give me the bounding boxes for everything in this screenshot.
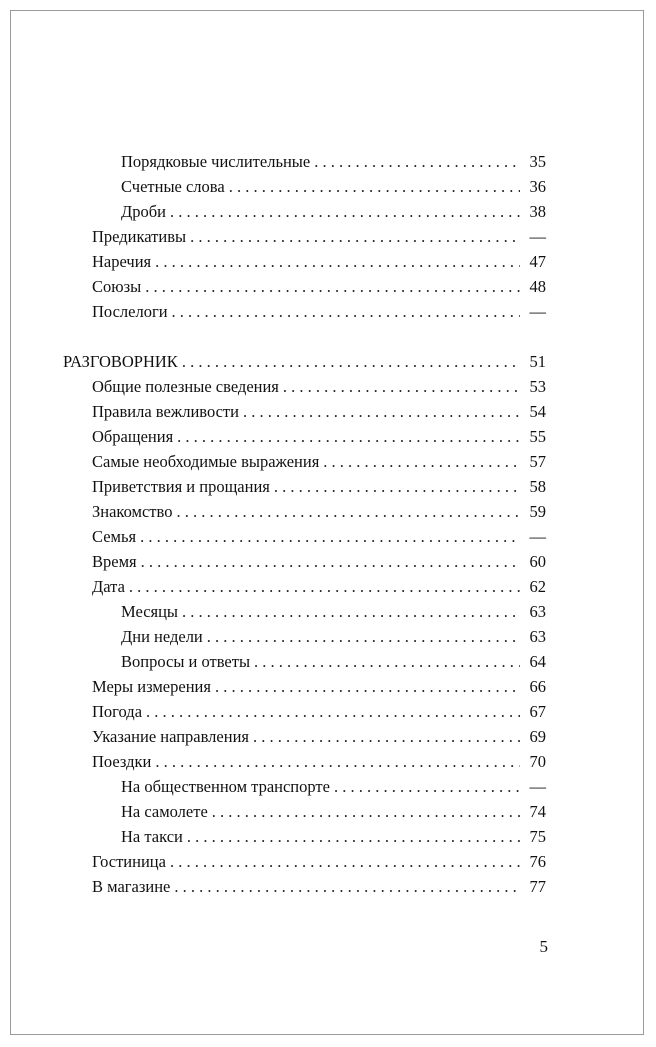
- toc-entry-page: —: [529, 302, 546, 321]
- toc-entry-page: 64: [529, 652, 546, 671]
- dot-leader: [155, 250, 520, 274]
- toc-entry-title: Вопросы и ответы: [121, 652, 251, 671]
- dot-leader: [170, 200, 520, 224]
- dot-leader: [243, 400, 520, 424]
- dot-leader: [182, 600, 520, 624]
- toc-entry: [121, 825, 546, 849]
- toc-entry: [121, 625, 546, 649]
- dot-leader: [187, 825, 520, 849]
- toc-entry-title: Приветствия и прощания: [92, 477, 270, 496]
- toc-entry: [121, 775, 546, 799]
- toc-entry-page: 74: [529, 802, 546, 821]
- toc-entry: [92, 500, 546, 524]
- toc-entry: [92, 400, 546, 424]
- toc-entry-page: 63: [529, 602, 546, 621]
- toc-entry-page: 51: [529, 352, 546, 371]
- dot-leader: [215, 675, 520, 699]
- toc-entry: [92, 525, 546, 549]
- toc-entry-title: Время: [92, 552, 137, 571]
- table-of-contents: [11, 11, 643, 1034]
- toc-entry: [92, 300, 546, 324]
- dot-leader: [176, 500, 520, 524]
- toc-entry-page: 67: [529, 702, 546, 721]
- toc-entry-title: На самолете: [121, 802, 208, 821]
- dot-leader: [229, 175, 520, 199]
- toc-entry-page: 77: [529, 877, 546, 896]
- dot-leader: [323, 450, 520, 474]
- toc-entry: [92, 450, 546, 474]
- toc-entry-title: Порядковые числительные: [121, 152, 311, 171]
- dot-leader: [182, 350, 520, 374]
- toc-entry-page: 54: [529, 402, 546, 421]
- toc-entry-page: 69: [529, 727, 546, 746]
- toc-entry-title: Послелоги: [92, 302, 168, 321]
- toc-entry-title: Обращения: [92, 427, 174, 446]
- toc-entry-title: В магазине: [92, 877, 171, 896]
- dot-leader: [177, 425, 520, 449]
- dot-leader: [174, 875, 520, 899]
- toc-entry-title: Дроби: [121, 202, 166, 221]
- dot-leader: [190, 225, 520, 249]
- toc-entry-title: Самые необходимые выражения: [92, 452, 320, 471]
- toc-section-heading: [63, 350, 546, 374]
- toc-entry: [121, 175, 546, 199]
- toc-entry-page: 76: [529, 852, 546, 871]
- toc-entry-page: 53: [529, 377, 546, 396]
- toc-entry-page: 60: [529, 552, 546, 571]
- toc-entry-title: Меры измерения: [92, 677, 211, 696]
- page-number: 5: [539, 937, 548, 956]
- toc-entry-title: Общие полезные сведения: [92, 377, 279, 396]
- dot-leader: [212, 800, 520, 824]
- toc-entry-title: Дата: [92, 577, 125, 596]
- toc-entry: [121, 800, 546, 824]
- toc-entry: [92, 575, 546, 599]
- dot-leader: [155, 750, 520, 774]
- toc-entry-page: —: [529, 227, 546, 246]
- toc-entry-title: Правила вежливости: [92, 402, 239, 421]
- toc-entry: [92, 750, 546, 774]
- dot-leader: [283, 375, 520, 399]
- dot-leader: [140, 525, 520, 549]
- toc-entry-page: 38: [529, 202, 546, 221]
- book-page: [10, 10, 644, 1035]
- toc-entry-title: Семья: [92, 527, 137, 546]
- toc-entry-title: Поездки: [92, 752, 152, 771]
- toc-entry-title: На такси: [121, 827, 183, 846]
- dot-leader: [207, 625, 520, 649]
- toc-entry-title: На общественном транспорте: [121, 777, 330, 796]
- toc-entry-title: Наречия: [92, 252, 152, 271]
- dot-leader: [274, 475, 520, 499]
- toc-entry: [92, 375, 546, 399]
- toc-entry-page: 66: [529, 677, 546, 696]
- toc-entry-page: 55: [529, 427, 546, 446]
- toc-entry: [121, 600, 546, 624]
- toc-entry-title: Гостиница: [92, 852, 166, 871]
- toc-entry-page: 36: [529, 177, 546, 196]
- toc-entry: [92, 550, 546, 574]
- toc-entry-title: Указание направления: [92, 727, 249, 746]
- toc-entry-title: Погода: [92, 702, 143, 721]
- dot-leader: [253, 725, 520, 749]
- dot-leader: [141, 550, 520, 574]
- dot-leader: [314, 150, 520, 174]
- toc-entry: [92, 250, 546, 274]
- toc-entry: [92, 850, 546, 874]
- toc-entry: [121, 150, 546, 174]
- toc-entry-title: Знакомство: [92, 502, 173, 521]
- toc-entry-page: —: [529, 777, 546, 796]
- dot-leader: [146, 700, 520, 724]
- toc-entry: [92, 725, 546, 749]
- toc-entry-page: 62: [529, 577, 546, 596]
- toc-entry-page: 63: [529, 627, 546, 646]
- dot-leader: [145, 275, 520, 299]
- toc-entry-page: 47: [529, 252, 546, 271]
- dot-leader: [334, 775, 520, 799]
- toc-entry-title: Счетные слова: [121, 177, 225, 196]
- dot-leader: [129, 575, 520, 599]
- toc-entry: [121, 200, 546, 224]
- toc-entry-title: Союзы: [92, 277, 142, 296]
- toc-entry: [92, 225, 546, 249]
- toc-entry-page: 57: [529, 452, 546, 471]
- dot-leader: [170, 850, 520, 874]
- toc-entry: [92, 700, 546, 724]
- toc-entry-title: РАЗГОВОРНИК: [63, 352, 178, 371]
- toc-entry-page: 58: [529, 477, 546, 496]
- toc-entry-title: Дни недели: [121, 627, 203, 646]
- toc-entry-page: —: [529, 527, 546, 546]
- toc-entry: [92, 425, 546, 449]
- toc-entry-page: 35: [529, 152, 546, 171]
- toc-entry: [92, 675, 546, 699]
- toc-entry: [92, 475, 546, 499]
- toc-entry-title: Предикативы: [92, 227, 187, 246]
- toc-entry-page: 75: [529, 827, 546, 846]
- toc-entry: [121, 650, 546, 674]
- toc-entry-page: 59: [529, 502, 546, 521]
- toc-entry-page: 70: [529, 752, 546, 771]
- toc-entry-page: 48: [529, 277, 546, 296]
- dot-leader: [172, 300, 520, 324]
- dot-leader: [254, 650, 520, 674]
- toc-entry: [92, 875, 546, 899]
- toc-entry-title: Месяцы: [121, 602, 179, 621]
- toc-entry: [92, 275, 546, 299]
